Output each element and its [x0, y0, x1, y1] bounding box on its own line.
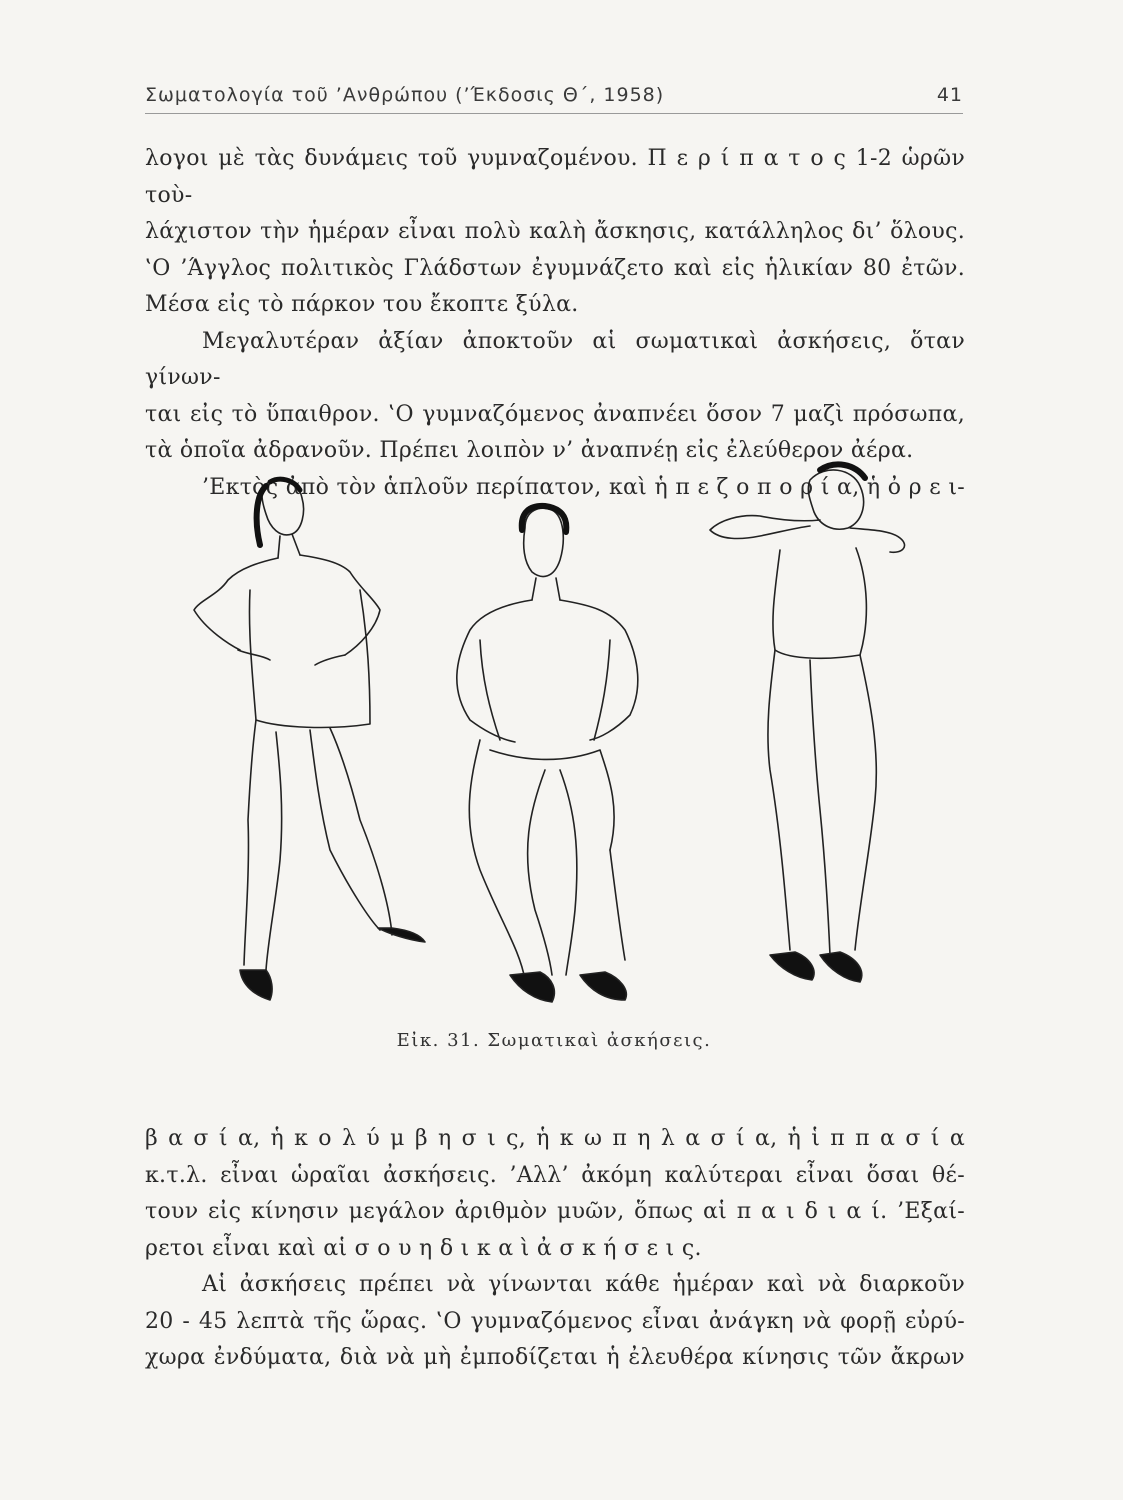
- paragraph-line: κ.τ.λ. εἶναι ὡραῖαι ἀσκήσεις. ’Αλλ’ ἀκόμη καλύτεραι εἶναι ὅσαι θέ-: [145, 1162, 965, 1188]
- paragraph-line: Μέσα εἰς τὸ πάρκον του ἔκοπτε ξύλα.: [145, 292, 579, 317]
- paragraph-line: ται εἰς τὸ ὕπαιθρον. ‛Ο γυμναζόμενος ἀναπνέει ὅσον 7 μαζὶ πρόσωπα,: [145, 401, 965, 427]
- paragraph-line: Μεγαλυτέραν ἀξίαν ἀποκτοῦν αἱ σωματικαὶ ἀσκήσεις, ὅταν γίνων-: [145, 328, 965, 390]
- paragraph-line: ’Εκτὸς ἀπὸ τὸν ἁπλοῦν περίπατον, καὶ ἡ π ε ζ ο π ο ρ ί α, ἡ ὀ ρ ε ι-: [202, 474, 965, 500]
- exercise-illustration: [180, 450, 960, 1020]
- header-rule: [145, 113, 963, 114]
- paragraph-line: 20 - 45 λεπτὰ τῆς ὥρας. ‛Ο γυμναζόμενος εἶναι ἀνάγκη νὰ φορῇ εὐρύ-: [145, 1308, 965, 1334]
- running-head-title: Σωματολογία τοῦ ’Ανθρώπου (’Έκδοσις Θ΄, 1958): [145, 84, 665, 106]
- figure-caption: Εἰκ. 31. Σωματικαὶ ἀσκήσεις.: [396, 1030, 712, 1051]
- paragraph-line: λογοι μὲ τὰς δυνάμεις τοῦ γυμναζομένου. Π ε ρ ί π α τ ο ς 1-2 ὡρῶν τοὺ-: [145, 146, 965, 208]
- man-stretch-figure: [710, 464, 905, 982]
- paragraph-line: ‛Ο ’Άγγλος πολιτικὸς Γλάδστων ἐγυμνάζετο καὶ εἰς ἡλικίαν 80 ἐτῶν.: [145, 255, 965, 281]
- paragraph-line: ρετοι εἶναι καὶ αἱ σ ο υ η δ ι κ α ὶ ἀ σ κ ή σ ε ι ς.: [145, 1235, 702, 1261]
- bottom-text-block: [145, 1121, 965, 1377]
- woman-figure: [194, 479, 425, 1000]
- paragraph-line: τουν εἰς κίνησιν μεγάλον ἀριθμὸν μυῶν, ὅπως αἱ π α ι δ ι α ί. ’Εξαί-: [145, 1199, 965, 1224]
- man-squat-figure: [457, 506, 638, 1002]
- running-head: [145, 84, 963, 106]
- paragraph-line: χωρα ἐνδύματα, διὰ νὰ μὴ ἐμποδίζεται ἡ ἐλευθέρα κίνησις τῶν ἄκρων: [145, 1345, 965, 1370]
- paragraph-line: λάχιστον τὴν ἡμέραν εἶναι πολὺ καλὴ ἄσκησις, κατάλληλος δι’ ὅλους.: [145, 219, 965, 244]
- paragraph-line: β α σ ί α, ἡ κ ο λ ύ μ β η σ ι ς, ἡ κ ω π η λ α σ ί α, ἡ ἱ π π α σ ί α: [145, 1126, 965, 1151]
- paragraph-line: τὰ ὁποῖα ἀδρανοῦν. Πρέπει λοιπὸν ν’ ἀναπνέῃ εἰς ἐλεύθερον ἀέρα.: [145, 438, 914, 463]
- paragraph-line: Αἱ ἀσκήσεις πρέπει νὰ γίνωνται κάθε ἡμέραν καὶ νὰ διαρκοῦν: [202, 1272, 965, 1297]
- page-number: 41: [936, 84, 963, 106]
